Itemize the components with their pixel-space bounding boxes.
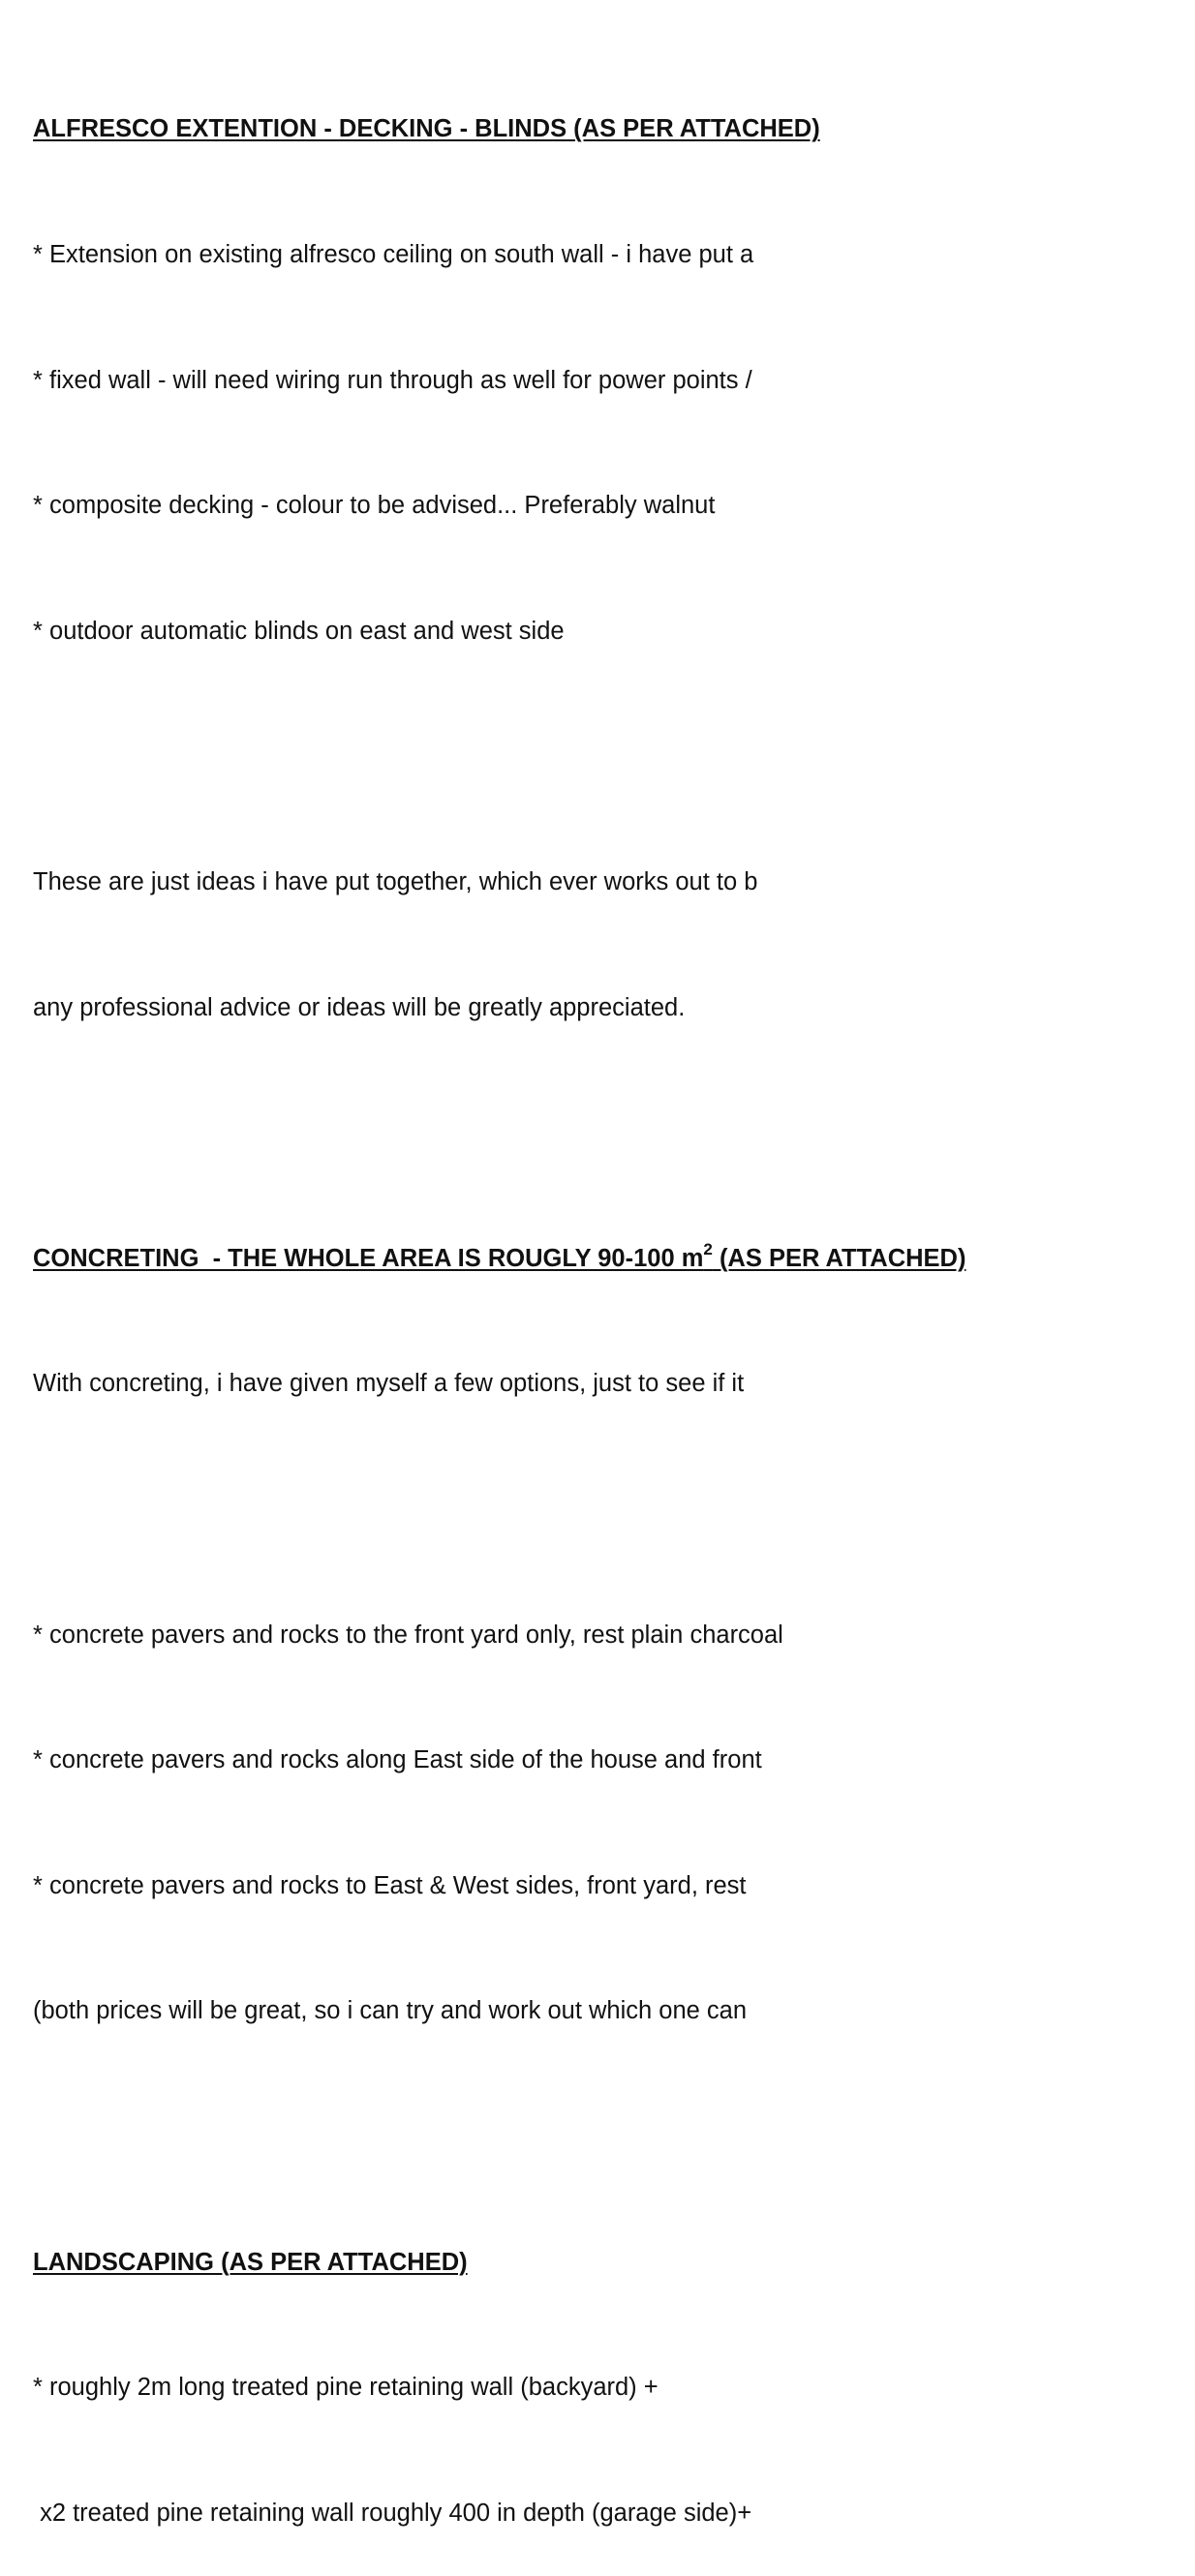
concreting-heading-text: CONCRETING - THE WHOLE AREA IS ROUGLY 90-100 m [33,1244,704,1272]
ideas-line-1: These are just ideas i have put together, which ever works out to b [33,867,758,895]
document-body [33,25,1195,2576]
squared-superscript: 2 [703,1239,713,1258]
alfresco-bullet-blinds: * outdoor automatic blinds on east and west side [33,617,565,645]
alfresco-heading: ALFRESCO EXTENTION - DECKING - BLINDS (AS PER ATTACHED) [33,115,820,143]
landscaping-heading: LANDSCAPING (AS PER ATTACHED) [33,2248,468,2276]
concreting-bullet-east-west: * concrete pavers and rocks to East & West sides, front yard, rest [33,1871,747,1899]
concreting-intro: With concreting, i have given myself a few options, just to see if it [33,1370,745,1398]
alfresco-bullet-extension: * Extension on existing alfresco ceiling on south wall - i have put a [33,241,754,268]
alfresco-bullet-fixed-wall: * fixed wall - will need wiring run through as well for power points / [33,366,752,394]
landscaping-line-retaining-wall: * roughly 2m long treated pine retaining wall (backyard) + [33,2374,659,2402]
spacer [33,1112,1195,1154]
landscaping-line-garage-side: x2 treated pine retaining wall roughly 400 in depth (garage side)+ [33,2499,752,2527]
concreting-bullet-front-yard: * concrete pavers and rocks to the front yard only, rest plain charcoal [33,1621,783,1649]
ideas-line-2: any professional advice or ideas will be greatly appreciated. [33,993,686,1021]
concreting-bullet-east-side: * concrete pavers and rocks along East side of the house and front [33,1746,762,1774]
concreting-heading [33,1238,1195,1280]
concreting-heading-suffix: (AS PER ATTACHED) [712,1244,966,1272]
alfresco-bullet-decking: * composite decking - colour to be advised... Preferably walnut [33,492,716,520]
spacer [33,2116,1195,2158]
spacer [33,736,1195,777]
concreting-note: (both prices will be great, so i can try and work out which one can [33,1997,748,2025]
spacer [33,1489,1195,1530]
